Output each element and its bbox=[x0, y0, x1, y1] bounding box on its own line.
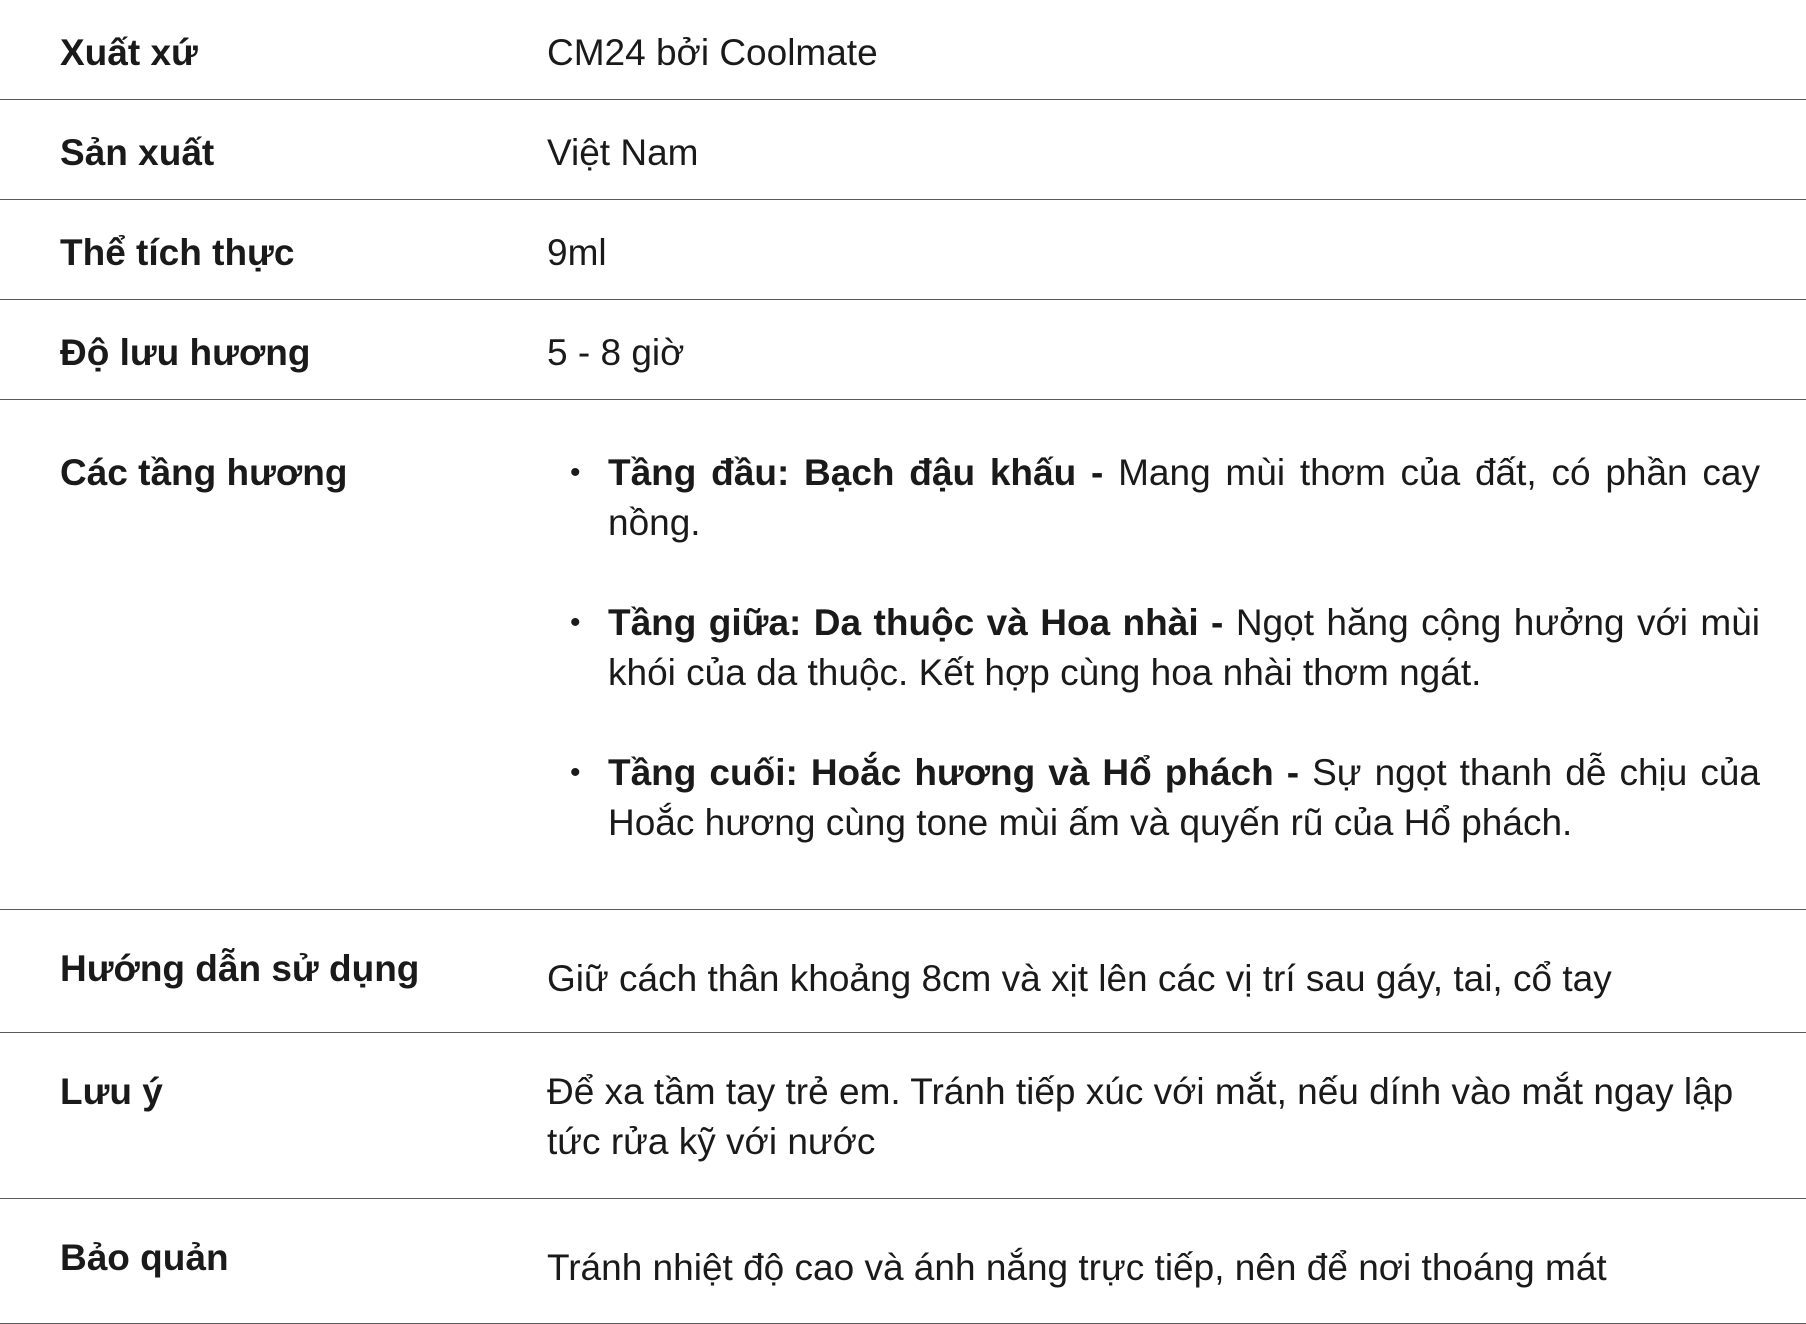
note-title: Tầng cuối: Hoắc hương và Hổ phách - bbox=[608, 752, 1300, 793]
note-text: Ngọt hăng cộng hưởng với mùi khói của da thuộc. Kết hợp cùng hoa nhài thơm ngát. bbox=[608, 602, 1761, 693]
note-text: Sự ngọt thanh dễ chịu của Hoắc hương cùng tone mùi ấm và quyến rũ của Hổ phách. bbox=[608, 752, 1760, 843]
spec-value: CM24 bởi Coolmate bbox=[547, 32, 878, 73]
spec-value: 5 - 8 giờ bbox=[547, 332, 685, 373]
spec-value: Tránh nhiệt độ cao và ánh nắng trực tiếp, nên để nơi thoáng mát bbox=[547, 1247, 1607, 1288]
spec-label: Lưu ý bbox=[60, 1071, 163, 1112]
spec-value bbox=[547, 448, 1806, 909]
spec-row-volume bbox=[0, 200, 1806, 300]
spec-label: Bảo quản bbox=[60, 1237, 229, 1278]
scent-notes-list bbox=[547, 448, 1760, 848]
bullet-icon: • bbox=[570, 756, 581, 789]
spec-row-usage bbox=[0, 910, 1806, 1033]
spec-row-storage bbox=[0, 1199, 1806, 1324]
spec-row-origin bbox=[0, 0, 1806, 100]
spec-row-longevity bbox=[0, 300, 1806, 400]
note-title: Tầng đầu: Bạch đậu khấu - bbox=[608, 452, 1104, 493]
spec-value: Để xa tầm tay trẻ em. Tránh tiếp xúc với mắt, nếu dính vào mắt ngay lập tức rửa kỹ với nước bbox=[547, 1071, 1734, 1162]
spec-label: Độ lưu hương bbox=[60, 332, 311, 373]
spec-label: Sản xuất bbox=[60, 132, 215, 173]
spec-row-scent-notes bbox=[0, 400, 1806, 910]
spec-label: Hướng dẫn sử dụng bbox=[60, 948, 420, 989]
bullet-icon: • bbox=[570, 606, 581, 639]
note-text: Mang mùi thơm của đất, có phần cay nồng. bbox=[608, 452, 1760, 543]
scent-note-top bbox=[547, 448, 1760, 548]
spec-label: Các tầng hương bbox=[60, 452, 348, 493]
scent-note-base bbox=[547, 748, 1760, 848]
note-title: Tầng giữa: Da thuộc và Hoa nhài - bbox=[608, 602, 1224, 643]
spec-value: Giữ cách thân khoảng 8cm và xịt lên các vị trí sau gáy, tai, cổ tay bbox=[547, 958, 1612, 999]
spec-label: Xuất xứ bbox=[60, 32, 198, 73]
spec-value: Việt Nam bbox=[547, 132, 699, 173]
scent-note-middle bbox=[547, 598, 1760, 698]
spec-value: 9ml bbox=[547, 232, 607, 273]
bullet-icon: • bbox=[570, 456, 581, 489]
spec-label: Thể tích thực bbox=[60, 232, 295, 273]
spec-row-manufacture bbox=[0, 100, 1806, 200]
spec-row-caution bbox=[0, 1033, 1806, 1199]
